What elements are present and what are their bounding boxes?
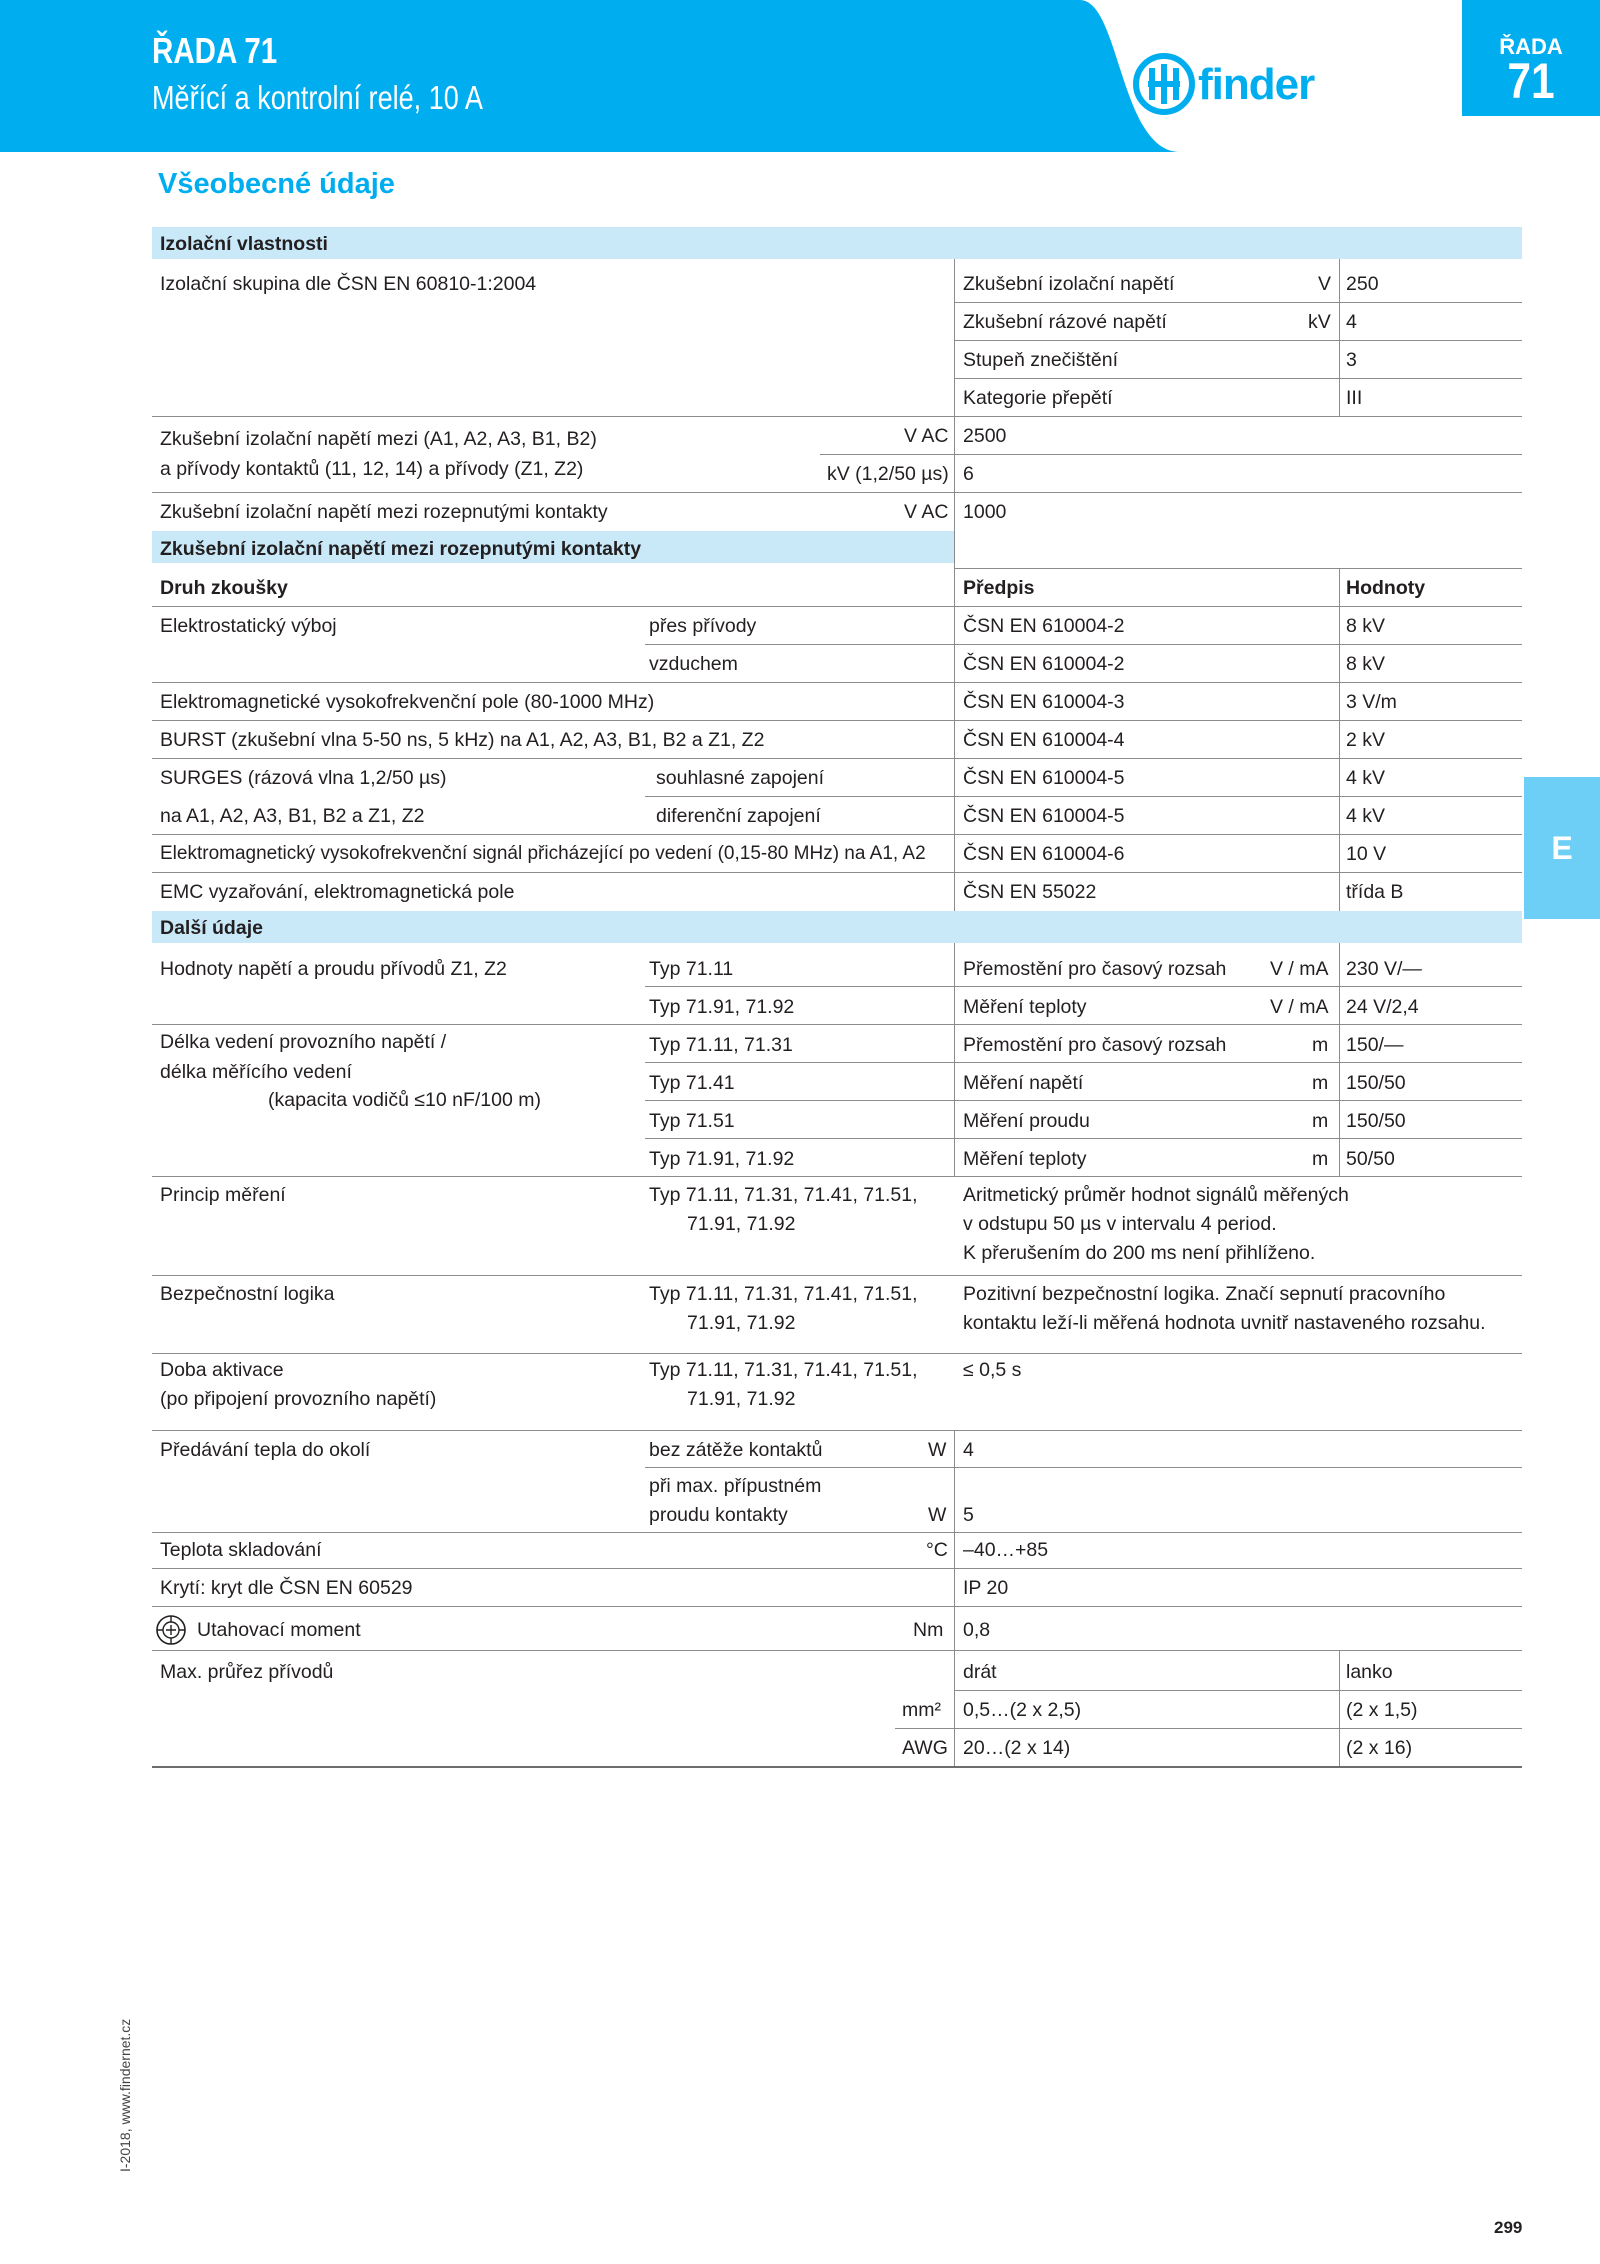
activation-type: Typ 71.11, 71.31, 71.41, 71.51,: [649, 1359, 918, 1381]
emc-value: 3 V/m: [1346, 691, 1397, 713]
emc-value: 8 kV: [1346, 653, 1386, 675]
emc-value: 10 V: [1346, 843, 1387, 865]
insulation-group-label: Izolační skupina dle ČSN EN 60810-1:2004: [160, 273, 537, 295]
principle-label: Princip měření: [160, 1184, 286, 1206]
emc-condition: přes přívody: [649, 615, 757, 637]
storage-unit: °C: [926, 1539, 948, 1561]
length-label: Délka vedení provozního napětí /: [160, 1031, 447, 1053]
wire-value-solid: 0,5…(2 x 2,5): [963, 1699, 1082, 1721]
principle-type: 71.91, 71.92: [687, 1213, 796, 1235]
length-type: Typ 71.51: [649, 1110, 735, 1132]
length-unit: m: [1312, 1034, 1329, 1056]
column-header-standard: Předpis: [963, 577, 1035, 599]
emc-condition: diferenční zapojení: [656, 805, 821, 827]
emc-standard: ČSN EN 55022: [963, 881, 1097, 903]
supply-value: 230 V/—: [1346, 958, 1422, 980]
length-unit: m: [1312, 1110, 1329, 1132]
wire-column-stranded: lanko: [1346, 1661, 1393, 1683]
insulation-prop-unit: kV: [1308, 311, 1331, 333]
emc-standard: ČSN EN 610004-5: [963, 805, 1125, 827]
emc-test: SURGES (rázová vlna 1,2/50 µs): [160, 767, 447, 789]
length-value: 150/50: [1346, 1110, 1406, 1132]
section-header-bar: [152, 227, 1522, 259]
safety-text: kontaktu leží-li měřená hodnota uvnitř nastaveného rozsahu.: [963, 1312, 1486, 1334]
length-unit: m: [1312, 1148, 1329, 1170]
insulation-prop-name: Zkušební izolační napětí: [963, 273, 1175, 295]
section-title: Všeobecné údaje: [158, 168, 395, 200]
emc-test: EMC vyzařování, elektromagnetická pole: [160, 881, 515, 903]
page-header: [0, 0, 1600, 152]
between-unit: V AC: [904, 425, 949, 447]
length-type: Typ 71.91, 71.92: [649, 1148, 795, 1170]
emc-condition: souhlasné zapojení: [656, 767, 825, 789]
supply-label: Hodnoty napětí a proudu přívodů Z1, Z2: [160, 958, 507, 980]
activation-type: 71.91, 71.92: [687, 1388, 796, 1410]
safety-type: Typ 71.11, 71.31, 71.41, 71.51,: [649, 1283, 918, 1305]
length-desc: Měření proudu: [963, 1110, 1090, 1132]
other-heading: Další údaje: [160, 917, 263, 939]
page-title: ŘADA 71: [152, 30, 278, 71]
emc-standard: ČSN EN 610004-5: [963, 767, 1125, 789]
emc-test: BURST (zkušební vlna 5-50 ns, 5 kHz) na A1, A2, A3, B1, B2 a Z1, Z2: [160, 729, 765, 751]
between-label: Zkušební izolační napětí mezi (A1, A2, A3, B1, B2): [160, 428, 597, 450]
heat-unit: W: [928, 1504, 947, 1526]
safety-type: 71.91, 71.92: [687, 1312, 796, 1334]
torque-icon: [155, 1614, 187, 1646]
wire-unit: mm²: [902, 1699, 941, 1721]
safety-label: Bezpečnostní logika: [160, 1283, 335, 1305]
emc-condition: vzduchem: [649, 653, 738, 675]
length-label: délka měřícího vedení: [160, 1061, 352, 1083]
wire-unit: AWG: [902, 1737, 948, 1759]
emc-value: třída B: [1346, 881, 1404, 903]
emc-standard: ČSN EN 610004-4: [963, 729, 1125, 751]
page-subtitle: Měřící a kontrolní relé, 10 A: [152, 79, 483, 116]
emc-test: Elektromagnetický vysokofrekvenční signál přicházející po vedení (0,15-80 MHz) na A1, A2: [160, 843, 926, 864]
emc-standard: ČSN EN 610004-6: [963, 843, 1125, 865]
heat-condition: při max. přípustném: [649, 1475, 822, 1497]
insulation-prop-name: Stupeň znečištění: [963, 349, 1119, 371]
emc-heading: Zkušební izolační napětí mezi rozepnutými kontakty: [160, 538, 642, 560]
insulation-prop-value: 3: [1346, 349, 1357, 371]
emc-value: 4 kV: [1346, 805, 1386, 827]
principle-text: Aritmetický průměr hodnot signálů měřených: [963, 1184, 1349, 1206]
heat-unit: W: [928, 1439, 947, 1461]
heat-value: 4: [963, 1439, 974, 1461]
supply-desc: Přemostění pro časový rozsah: [963, 958, 1227, 980]
torque-value: 0,8: [963, 1619, 991, 1641]
section-header-bar: [152, 911, 1522, 943]
heat-condition: proudu kontakty: [649, 1504, 788, 1526]
torque-unit: Nm: [913, 1619, 944, 1641]
insulation-prop-value: 4: [1346, 311, 1357, 333]
brand-name: finder: [1198, 60, 1315, 109]
length-value: 50/50: [1346, 1148, 1395, 1170]
principle-text: K přerušením do 200 ms není přihlíženo.: [963, 1242, 1316, 1264]
supply-value: 24 V/2,4: [1346, 996, 1419, 1018]
cover-label: Krytí: kryt dle ČSN EN 60529: [160, 1577, 413, 1599]
between-unit: kV (1,2/50 µs): [827, 463, 949, 485]
open-contacts-unit: V AC: [904, 501, 949, 523]
emc-standard: ČSN EN 610004-2: [963, 653, 1125, 675]
activation-label: (po připojení provozního napětí): [160, 1388, 437, 1410]
wire-column-solid: drát: [963, 1661, 997, 1683]
insulation-heading: Izolační vlastnosti: [160, 233, 328, 255]
series-badge: [1462, 0, 1600, 116]
between-value: 6: [963, 463, 974, 485]
supply-desc: Měření teploty: [963, 996, 1087, 1018]
insulation-prop-value: 250: [1346, 273, 1379, 295]
torque-label: Utahovací moment: [197, 1619, 361, 1641]
cover-value: IP 20: [963, 1577, 1009, 1599]
supply-type: Typ 71.11: [649, 958, 734, 980]
insulation-prop-name: Kategorie přepětí: [963, 387, 1113, 409]
activation-label: Doba aktivace: [160, 1359, 284, 1381]
wire-value-solid: 20…(2 x 14): [963, 1737, 1071, 1759]
emc-standard: ČSN EN 610004-2: [963, 615, 1125, 637]
wire-value-stranded: (2 x 16): [1346, 1737, 1413, 1759]
length-label: (kapacita vodičů ≤10 nF/100 m): [268, 1089, 541, 1111]
wire-label: Max. průřez přívodů: [160, 1661, 334, 1683]
safety-text: Pozitivní bezpečnostní logika. Značí sepnutí pracovního: [963, 1283, 1446, 1305]
activation-value: ≤ 0,5 s: [963, 1359, 1022, 1381]
heat-value: 5: [963, 1504, 974, 1526]
emc-value: 4 kV: [1346, 767, 1386, 789]
supply-type: Typ 71.91, 71.92: [649, 996, 795, 1018]
length-type: Typ 71.41: [649, 1072, 735, 1094]
insulation-prop-value: III: [1346, 387, 1363, 409]
open-contacts-value: 1000: [963, 501, 1007, 523]
length-value: 150/50: [1346, 1072, 1406, 1094]
wire-value-stranded: (2 x 1,5): [1346, 1699, 1418, 1721]
supply-unit: V / mA: [1270, 958, 1329, 980]
series-label: ŘADA: [1499, 34, 1563, 59]
storage-value: –40…+85: [963, 1539, 1049, 1561]
heat-condition: bez zátěže kontaktů: [649, 1439, 823, 1461]
heat-label: Předávání tepla do okolí: [160, 1439, 371, 1461]
principle-text: v odstupu 50 µs v intervalu 4 period.: [963, 1213, 1277, 1235]
emc-test: Elektromagnetické vysokofrekvenční pole (80-1000 MHz): [160, 691, 655, 713]
insulation-prop-name: Zkušební rázové napětí: [963, 311, 1167, 333]
emc-test: Elektrostatický výboj: [160, 615, 337, 637]
between-label: a přívody kontaktů (11, 12, 14) a přívody (Z1, Z2): [160, 458, 584, 480]
length-desc: Přemostění pro časový rozsah: [963, 1034, 1227, 1056]
series-number: 71: [1507, 53, 1555, 109]
length-value: 150/—: [1346, 1034, 1404, 1056]
finder-logo: [1130, 50, 1370, 130]
length-type: Typ 71.11, 71.31: [649, 1034, 793, 1056]
side-tab: E: [1524, 777, 1600, 919]
open-contacts-label: Zkušební izolační napětí mezi rozepnutými kontakty: [160, 501, 608, 523]
length-unit: m: [1312, 1072, 1329, 1094]
page-number: 299: [1494, 2218, 1523, 2237]
emc-value: 2 kV: [1346, 729, 1386, 751]
length-desc: Měření napětí: [963, 1072, 1084, 1094]
column-header-values: Hodnoty: [1346, 577, 1426, 599]
length-desc: Měření teploty: [963, 1148, 1087, 1170]
supply-unit: V / mA: [1270, 996, 1329, 1018]
footer-side-text: I-2018, www.findernet.cz: [117, 2018, 133, 2172]
emc-test: na A1, A2, A3, B1, B2 a Z1, Z2: [160, 805, 425, 827]
column-header-test: Druh zkoušky: [160, 577, 288, 599]
storage-label: Teplota skladování: [160, 1539, 322, 1561]
insulation-prop-unit: V: [1318, 273, 1332, 295]
between-value: 2500: [963, 425, 1007, 447]
principle-type: Typ 71.11, 71.31, 71.41, 71.51,: [649, 1184, 918, 1206]
emc-standard: ČSN EN 610004-3: [963, 691, 1125, 713]
emc-value: 8 kV: [1346, 615, 1386, 637]
